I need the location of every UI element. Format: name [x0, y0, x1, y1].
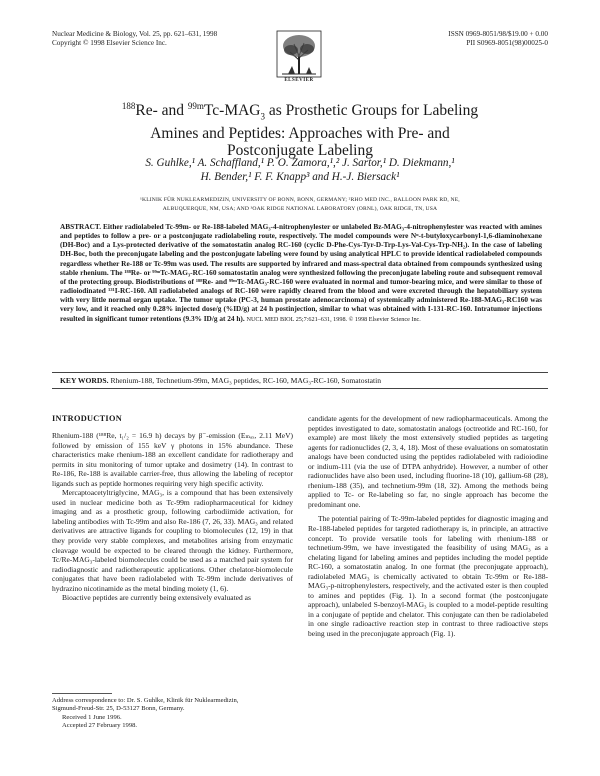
- article-title: [52, 98, 548, 159]
- elsevier-tree-logo-icon: [276, 30, 322, 78]
- affiliations: [70, 196, 530, 213]
- abstract-block: [60, 222, 542, 324]
- issn-header: [448, 30, 548, 48]
- pii-line: PII S0969-8051(98)00025-0: [466, 39, 548, 47]
- intro-paragraph-1: Rhenium-188 (¹⁸⁸Re, t₁/₂ = 16.9 h) decays by β⁻-emission (Eₘₐₓ, 2.11 MeV) followed by emission of 155 keV γ photons in 15% abundance. These characteristics make rhenium-188 an excellent candidate for radiotherapy and permits in situ monitoring of tumor uptake and dosimetry (14). In contrast to Re-186, Re-188 is available carrier-free, thus allowing the labeling of receptor ligands such as peptide hormones requiring very high specific activity.: [52, 431, 293, 488]
- abstract-divider-top: [52, 372, 548, 373]
- left-column: [52, 431, 293, 603]
- introduction-heading: INTRODUCTION: [52, 414, 122, 423]
- keywords-text: Rhenium-188, Technetium-99m, MAG₃ peptides, RC-160, MAG₃-RC-160, Somatostatin: [110, 376, 382, 385]
- journal-line: Nuclear Medicine & Biology, Vol. 25, pp. 621–631, 1998: [52, 30, 218, 38]
- title-line-2: Amines and Peptides: Approaches with Pre- and: [150, 125, 450, 143]
- abstract-text: Either radiolabeled Tc-99m- or Re-188-labeled MAG₃-4-nitrophenylester or unlabeled Bz-MAG₃-4-nitrophenylester was reacted with amines and peptides to follow a pre- or a postconjugate radiolabeling route, respectively. The model compounds were Nᵅ-t-butyloxycarbonyl-1,6-diaminohexane (DH-Boc) and a Lys-protected derivative of the somatostatin analog RC-160 (cyclic D-Phe-Cys-Tyr-D-Trp-Lys-Val-Cys-Trp-NH₂). In the case of labeling DH-Boc, both the preconjugate labeling and the postconjugate labeling were found by using analytical HPLC to provide identical radiolabeled compounds regardless whether Re-188 or Tc-99m was used. The results are supported by infrared and mass-spectral data obtained from compounds synthesized using stable rhenium. The ¹⁸⁸Re- or ⁹⁹ᵐTc-MAG₃-RC-160 somatostatin analog were synthesized following the preconjugate labeling route and subsequent removal of the protecting group. Biodistributions of ¹⁸⁸Re- and ⁹⁹ᵐTc-MAG₃-RC-160 were evaluated in normal and tumor-bearing mice, and were similar to those of radioiodinated ¹³¹I-RC-160. All radiolabeled analogs of RC-160 were rapidly cleared from the blood and were excreted through the hepatobiliary system with very little normal organ uptake. The tumor uptake (PC-3, human prostate adenocarcinoma) of systemically administered Re-188-MAG₃-RC160 was very low, and it reached only 0.28% injected dose/g (%ID/g) at 24 h postinjection, similar to what was obtained with I-131-RC-160. Intratumor injections resulted in significant tumor retentions (9.3% ID/g at 24 h).: [60, 222, 542, 323]
- copyright-line: Copyright © 1998 Elsevier Science Inc.: [52, 39, 167, 47]
- keywords-label: KEY WORDS.: [60, 376, 109, 385]
- correspondence-footnote: [52, 697, 293, 731]
- title-line-1: $^{188}$Re- and $^{99m}Tc-MAG_3$ as Prosthetic Groups for Labeling: [121, 101, 479, 122]
- footnote-line-1: Address correspondence to: Dr. S. Guhlke, Klinik für Nuklearmedizin,: [52, 697, 239, 704]
- abstract-divider-bottom: [52, 388, 548, 389]
- affiliation-line-2: ALBUQUERQUE, NM, USA; AND ³OAK RIDGE NATIONAL LABORATORY (ORNL), OAK RIDGE, TN, USA: [162, 205, 438, 212]
- author-list: [52, 157, 548, 184]
- abstract-label: ABSTRACT.: [60, 222, 102, 231]
- keywords-line: [60, 376, 381, 385]
- footnote-line-3: Received 1 June 1996.: [62, 713, 122, 721]
- footnote-line-2: Sigmund-Freud-Str. 25, D-53127 Bonn, Germany.: [52, 705, 185, 713]
- right-column: [308, 414, 548, 639]
- publisher-name: ELSEVIER: [284, 78, 314, 83]
- authors-line-2: H. Bender,¹ F. F. Knapp³ and H.-J. Biersack¹: [200, 170, 400, 183]
- intro-paragraph-2: Mercaptoacetyltriglycine, MAG₃, is a compound that has been extensively used in nuclear medicine both as Tc-99m radiopharmaceutical for kidney imaging and as a prosthetic group, following carbodiimide activation, for labeling antibodies with Tc-99m and also Re-186 (7, 26, 33). MAG₃ and related derivatives are attractive ligands for coupling to biomolecules (12, 19) in that they provide very stable complexes, and metabolites arising from enzymatic cleavage would be expected to be cleared through the kidney. Furthermore, Tc/Re-MAG₃-labeled biomolecules could be used as a matched pair system for radiodiagnostic and radiotherapeutic applications. Other chelator-biomolecule conjugates that have been radiolabeled with Tc-99m include derivatives of hydrazino nicotinamide as the metal binding moiety (1, 6).: [52, 488, 293, 593]
- footnote-divider: [52, 693, 112, 694]
- issn-line: ISSN 0969-8051/98/$19.00 + 0.00: [448, 30, 548, 38]
- affiliation-line-1: ¹KLINIK FÜR NUKLEARMEDIZIN, UNIVERSITY OF BONN, BONN, GERMANY; ²RHO MED INC., BALLOON PARK RD, NE,: [140, 197, 460, 203]
- abstract-citation: NUCL MED BIOL 25;7:621–631, 1998. © 1998 Elsevier Science Inc.: [246, 315, 421, 323]
- intro-paragraph-4: candidate agents for the development of new radiopharmaceuticals. Among the peptides investigated to date, somatostatin analogs (octreotide and RC-160, for example) are most likely the most extensively studied peptides as targeting agents for radionuclides (2, 3, 4, 18). Most of these evaluations on somatostatin analogs have been conducted using the peptides radiolabeled with radioiodine or indium-111 (via the use of DTPA anhydride). However, a number of other radionuclides have also been used, including fluorine-18 (10), gallium-68 (28), rhenium-188 (35), and technetium-99m (18, 32). Among the methods being applied to Tc- or Re-labeling so far, no single approach has become the predominant one.: [308, 414, 548, 509]
- intro-paragraph-5: The potential pairing of Tc-99m-labeled peptides for diagnostic imaging and Re-188-labeled peptides for targeted radiotherapy is, in principle, an attractive concept. To provide versatile tools for labeling with rhenium-188 or technetium-99m, we have investigated the feasibility of using MAG₃ as a chelating ligand for labeling amines and peptides including the model peptide RC-160, a somatostatin analog. In one format (the preconjugate approach), radiolabeled MAG₃ is chemically activated to obtain Tc-99m or Re-188-MAG₃-p-nitrophenylesters, respectively, and the activated ester is then coupled to amines and peptides (Fig. 1). In a second format (the postconjugate approach), unlabeled S-benzoyl-MAG₃ is coupled to a model-peptide resulting in a conjugate of peptide and chelator. This conjugate can then be radiolabeled in one single radioactive reaction step in contrast to three radioactive steps being used in the preconjugate approach (Fig. 1).: [308, 514, 548, 639]
- authors-line-1: S. Guhlke,¹ A. Schaffland,¹ P. O. Zamora,¹,² J. Sartor,¹ D. Diekmann,¹: [145, 157, 455, 169]
- footnote-line-4: Accepted 27 February 1998.: [62, 722, 138, 730]
- journal-header: [52, 30, 217, 48]
- title-line-3: Postconjugate Labeling: [227, 142, 373, 160]
- intro-paragraph-3: Bioactive peptides are currently being extensively evaluated as: [62, 593, 251, 603]
